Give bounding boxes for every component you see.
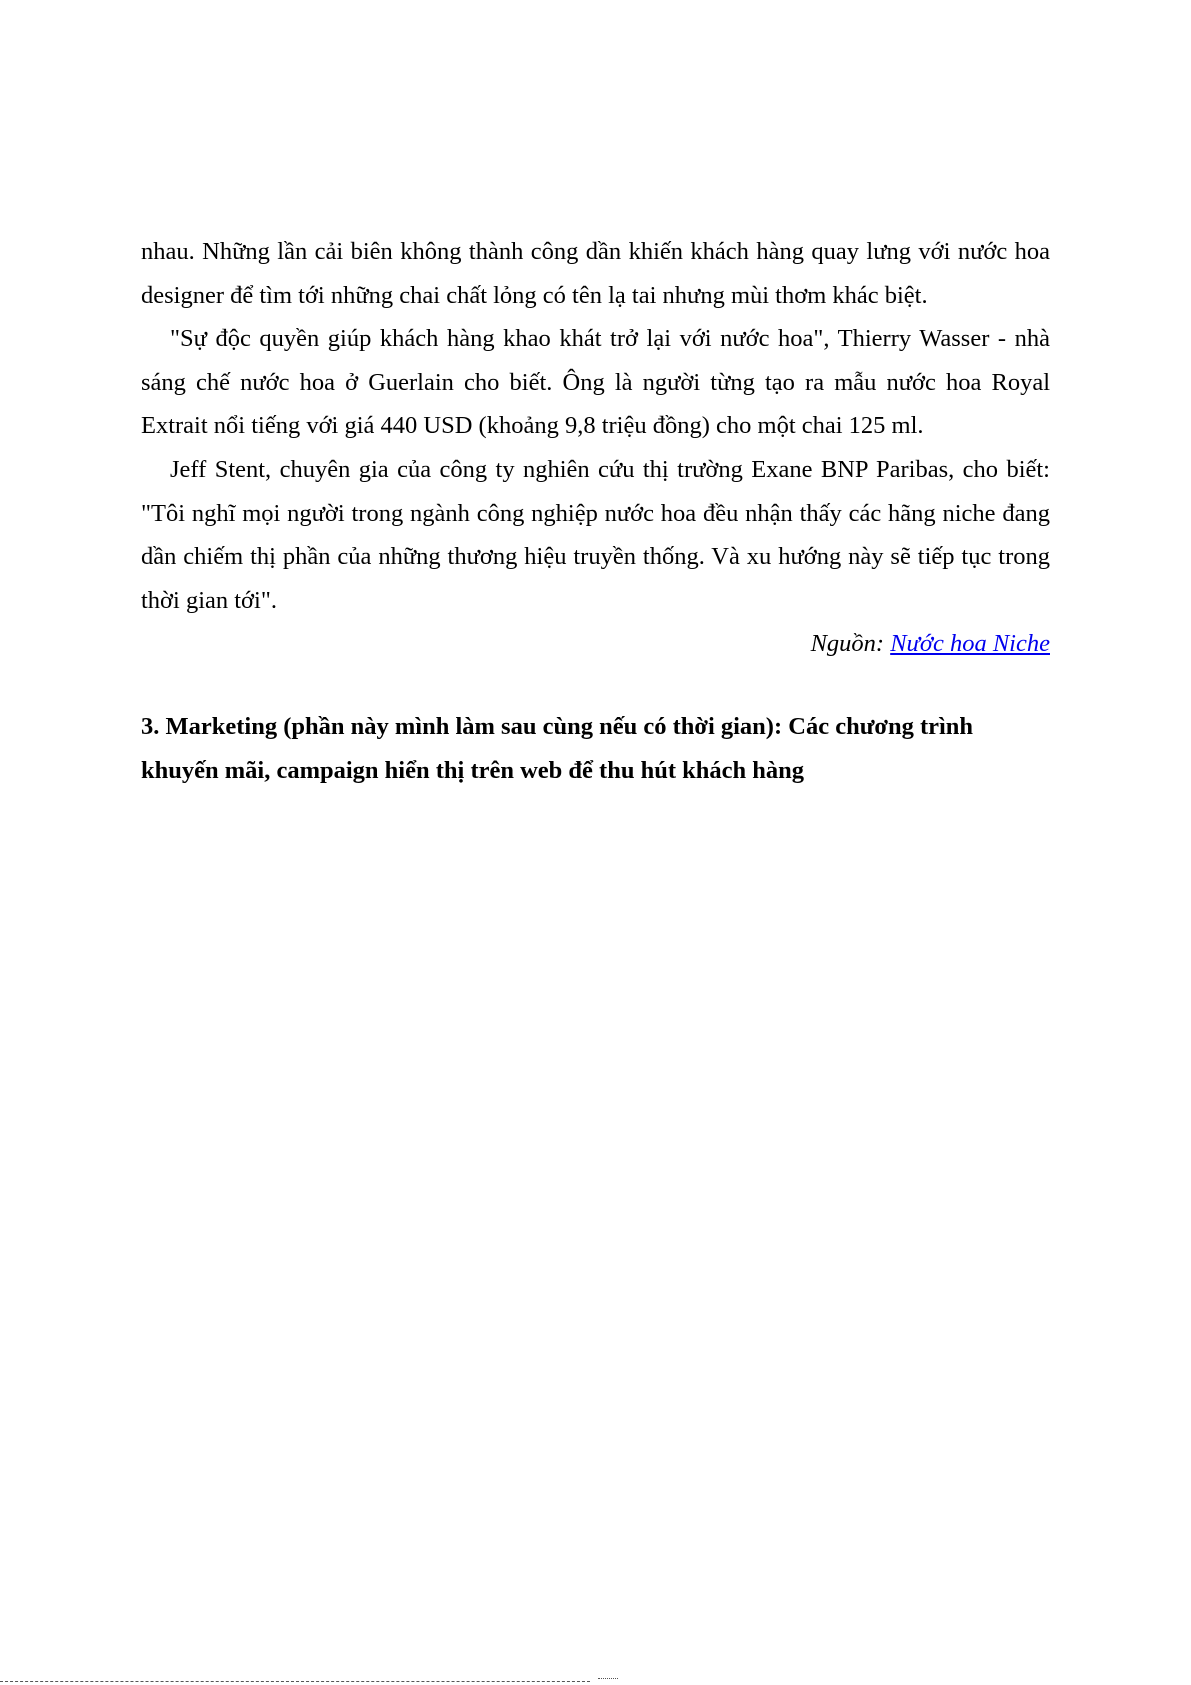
page-footer-mark [598,1678,618,1683]
page-footer-rule [0,1681,590,1682]
source-link[interactable]: Nước hoa Niche [890,630,1050,658]
body-paragraph-1: nhau. Những lần cải biên không thành công dần khiến khách hàng quay lưng với nước hoa designer để tìm tới những chai chất lỏng có tên lạ tai nhưng mùi thơm khác biệt. [141,238,1050,309]
source-citation [141,622,1050,666]
source-prefix: Nguồn: [810,630,891,658]
section-heading: 3. Marketing (phần này mình làm sau cùng nếu có thời gian): Các chương trình khuyến mãi, campaign hiển thị trên web để thu hút khách hàng [141,712,974,784]
page-content [141,230,1050,792]
body-paragraph-3: Jeff Stent, chuyên gia của công ty nghiên cứu thị trường Exane BNP Paribas, cho biết: "Tôi nghĩ mọi người trong ngành công nghiệp nước hoa đều nhận thấy các hãng niche đang dần chiếm thị phần của những thương hiệu truyền thống. Và xu hướng này sẽ tiếp tục trong thời gian tới". [141,455,1050,614]
body-paragraph-2: "Sự độc quyền giúp khách hàng khao khát trở lại với nước hoa", Thierry Wasser - nhà sáng chế nước hoa ở Guerlain cho biết. Ông là người từng tạo ra mẫu nước hoa Royal Extrait nổi tiếng với giá 440 USD (khoảng 9,8 triệu đồng) cho một chai 125 ml. [141,325,1050,440]
